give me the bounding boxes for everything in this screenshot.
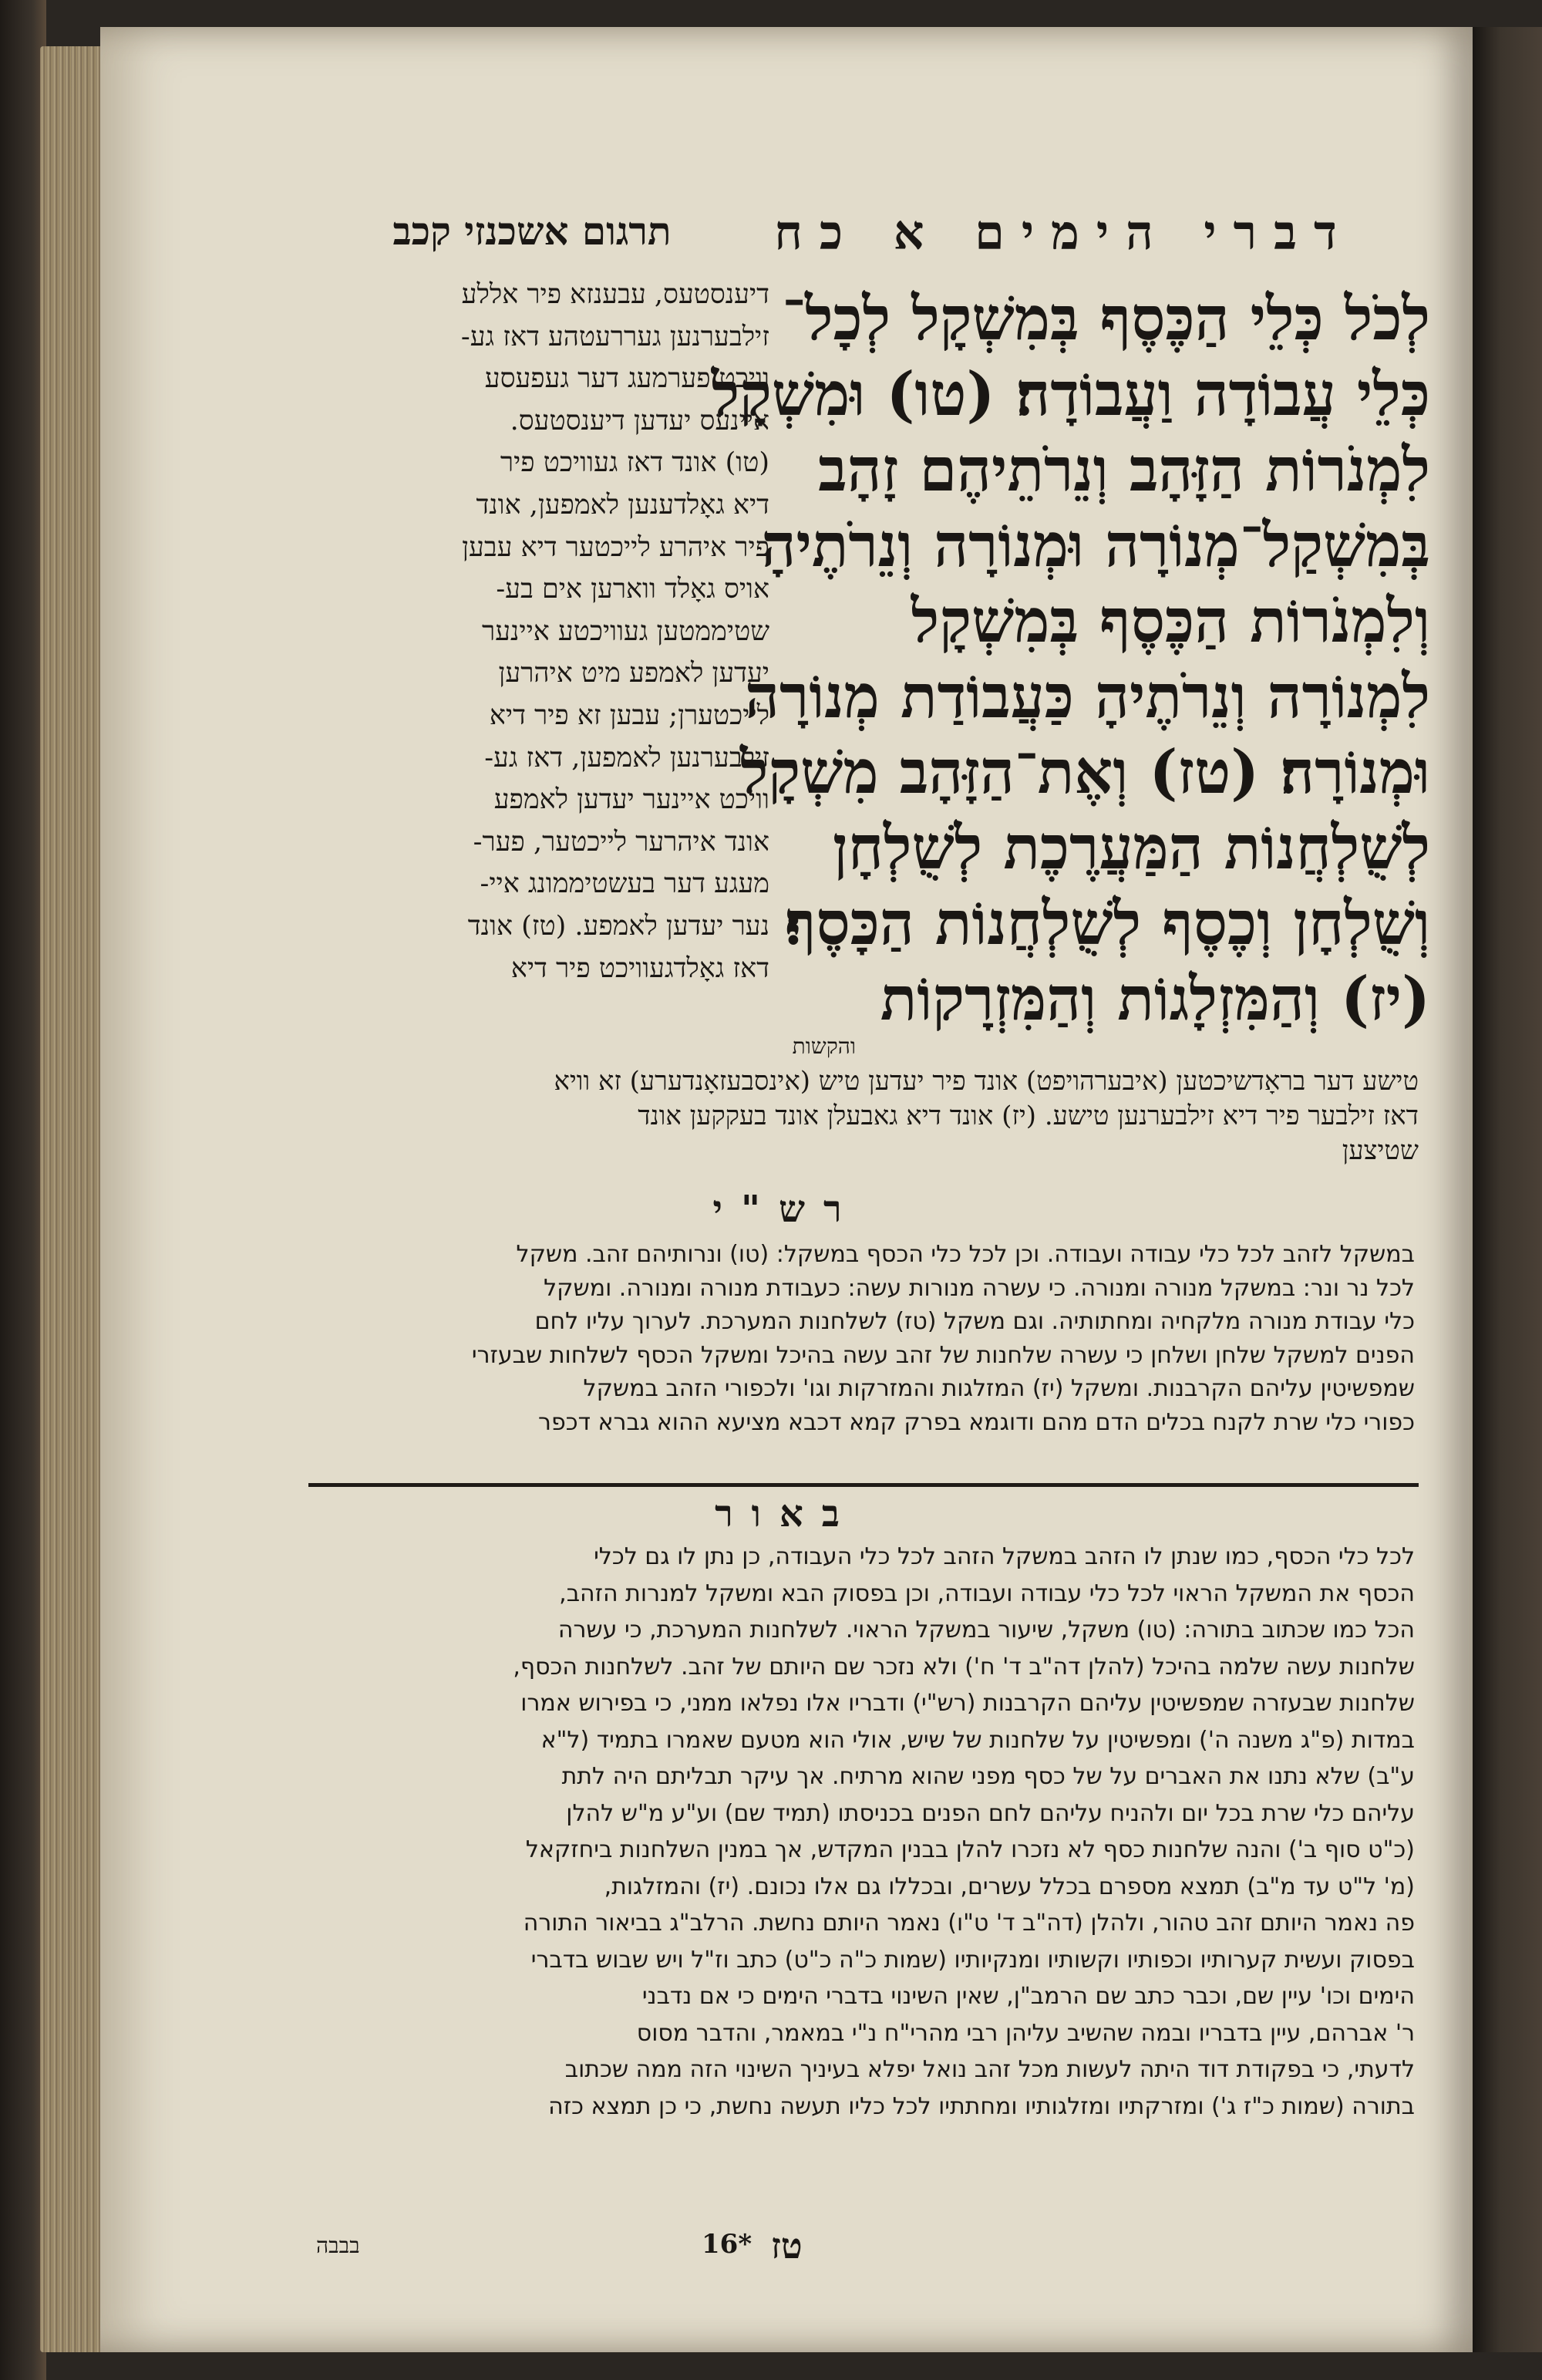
- yiddish-line: יעדען לאמפע מיט איהרען: [498, 658, 769, 689]
- yiddish-line: פיר איהרע לייכטער דיא עבען: [462, 531, 769, 563]
- page-number: 16*: [702, 2229, 752, 2260]
- biur-line: הימים וכו' עיין שם, וכבר כתב שם הרמב"ן, שאין השינוי בדברי הימים כי אם נדבני: [641, 1983, 1415, 2010]
- hebrew-line: וְשֻׁלְחָן וְכֶסֶף לְשֻׁלְחֲנוֹת הַכָּסֶף׃: [784, 888, 1430, 959]
- biur-line: הכסף את המשקל הראוי לכל כלי עבודה ועבודה, וכן בפסוק הבא ומשקל למנרות הזהב,: [559, 1579, 1415, 1607]
- biur-line: ר' אברהם, עיין בדבריו ובמה שהשיב עליהן רבי מהרי"ח נ"י במאמר, והדבר מסוס: [636, 2019, 1415, 2047]
- hebrew-line: לִמְנֹרוֹת הַזָּהָב וְנֵרֹתֵיהֶם זָהָב: [818, 435, 1430, 505]
- rashi-line: כלי עבודת מנורה מלקחיה ומחתותיה. וגם משקל (טז) לשלחנות המערכת. לערוך עליו לחם: [534, 1308, 1415, 1335]
- rashi-line: לכל נר ונר: במשקל מנורה ומנורה. כי עשרה מנורות עשה: כעבודת מנורה ומנורה. ומשקל: [544, 1274, 1415, 1302]
- yiddish-line: אונד איהרער לייכטער, פער-: [473, 826, 769, 858]
- running-head-left: תרגום אשכנזי קכב: [392, 208, 672, 254]
- biur-line: (מ' ל"ט עד מ"ב) תמצא מספרם בכלל עשרים, ובכללו גם אלו נכונם. (יז) והמזלגות,: [604, 1873, 1415, 1900]
- yiddish-line: לייכטערן; עבען זא פיר דיא: [489, 700, 769, 731]
- yiddish-line: זילבערנען לאמפען, דאז גע-: [484, 742, 769, 774]
- translation-continuation: [301, 1064, 1419, 1203]
- book-spine: [0, 0, 46, 2380]
- continuation-line: טישע דער בראָדשיכטען (איבערהויפט) אונד פיר יעדען טיש (אינסבעזאָנדערע) זא וויא: [554, 1066, 1419, 1097]
- section-divider: [308, 1483, 1419, 1487]
- yiddish-line: דיענסטעס, עבענזא פיר אללע: [461, 279, 769, 310]
- hebrew-line: (יז) וְהַמִּזְלָגוֹת וְהַמִּזְרָקוֹת: [880, 964, 1430, 1034]
- biur-line: עליהם כלי שרת בכל יום ולהניח עליהם לחם הפנים בכניסתו (תמיד שם) וע"ע מ"ש להלן: [566, 1799, 1415, 1827]
- page-edges: [40, 46, 109, 2352]
- page-footer: [316, 2225, 1411, 2279]
- biur-line: שלחנות שבעזרה שמפשיטין עליהם הקרבנות (רש"י) ודבריו אלו נפלאו ממני, כי בפירוש אמרו: [520, 1690, 1415, 1717]
- rashi-heading: רש"י: [712, 1188, 860, 1231]
- biur-line: בפסוק ועשית קערותיו וכפותיו וקשותיו ומנקיותיו (שמות כ"ה כ"ט) כתב וז"ל ויש שבוש בדברי: [530, 1946, 1415, 1974]
- yiddish-line: דיא גאָלדענען לאמפען, אונד: [476, 489, 769, 521]
- rashi-line: שמפשיטין עליהם הקרבנות. ומשקל (יז) המזלגות והמזרקות וגו' ולכפורי הזהב במשקל: [583, 1375, 1415, 1402]
- yiddish-line: וויכט פערמעג דער געפעסע: [484, 363, 769, 395]
- hebrew-page-numeral: טז: [771, 2225, 803, 2267]
- yiddish-line: נער יעדען לאמפע. (טז) אונד: [467, 910, 769, 942]
- hebrew-line: לְכֹל כְּלֵי הַכֶּסֶף בְּמִשְׁקָל לְכָל־: [782, 284, 1430, 354]
- running-head-right: דברי הימים א כח: [774, 204, 1354, 261]
- yiddish-line: אויס גאָלד ווארען אים בע-: [496, 574, 769, 605]
- hebrew-line: לְשֻׁלְחֲנוֹת הַמַּעֲרֶכֶת לְשֻׁלְחָן: [832, 813, 1430, 883]
- rashi-line: במשקל לזהב לכל כלי עבודה ועבודה. וכן לכל כלי הכסף במשקל: (טו) ונרותיהם זהב. משקל: [516, 1241, 1415, 1268]
- rashi-line: הפנים למשקל שלחן ושלחן כי עשרה שלחנות של זהב עשה בהיכל ומשקל הכסף לשלחות שבעזרי: [471, 1341, 1415, 1369]
- biur-line: במדות (פ"ג משנה ה') ומפשיטין על שלחנות של שיש, אולי הוא מטעם שאמרו בתמיד (ל"א: [540, 1726, 1415, 1754]
- book-page: [100, 27, 1473, 2352]
- hebrew-line: לִמְנוֹרָה וְנֵרֹתֶיהָ כַּעֲבוֹדַת מְנוֹרָה: [745, 662, 1430, 732]
- yiddish-translation-column: [299, 274, 769, 1045]
- continuation-line: דאז זילבער פיר דיא זילבערנען טישע. (יז) אונד דיא גאבעלן אונד בעקקען אונד: [638, 1101, 1419, 1131]
- yiddish-line: (טו) אונד דאז געוויכט פיר: [500, 447, 769, 479]
- biur-line: שלחנות עשה שלמה בהיכל (להלן דה"ב ד' ח') ולא נזכר שם היותם של זהב. לשלחנות הכסף,: [513, 1653, 1415, 1680]
- continuation-line: שטיצען: [1342, 1135, 1419, 1166]
- catchword: והקשות: [792, 1033, 856, 1059]
- yiddish-line: זילבערנען געררעטהע דאז גע-: [460, 321, 769, 352]
- yiddish-line: איינעס יעדען דיענסטעס.: [510, 405, 769, 437]
- hebrew-line: בְּמִשְׁקַל־מְנוֹרָה וּמְנוֹרָה וְנֵרֹתֶיהָ: [761, 511, 1430, 581]
- biur-line: לדעתי, כי בפקודת דוד היתה לעשות מכל זהב נואל יפלא בעיניך השינוי הזה ממה שכתוב: [564, 2056, 1415, 2083]
- yiddish-line: שטיממטען געוויכטע איינער: [482, 615, 769, 647]
- biur-commentary: [289, 1539, 1415, 2217]
- yiddish-line: וויכט איינער יעדען לאמפע: [493, 784, 769, 816]
- biur-heading: באור: [715, 1492, 858, 1536]
- biur-line: ע"ב) שלא נתנו את האברים על של כסף מפני שהוא מרתיח. אך עיקר תבליתם היה לתת: [561, 1763, 1415, 1790]
- biur-line: (כ"ט סוף ב') והנה שלחנות כסף לא נזכרו להלן בבנין המקדש, אך במנין השלחנות ביחזקאל: [525, 1836, 1415, 1863]
- biur-line: לכל כלי הכסף, כמו שנתן לו הזהב במשקל הזהב לכל כלי העבודה, כן נתן לו גם לכלי: [594, 1543, 1415, 1570]
- signature-mark: בבבה: [316, 2233, 360, 2258]
- biur-line: הכל כמו שכתוב בתורה: (טו) משקל, שיעור במשקל הראוי. לשלחנות המערכת, כי עשרה: [557, 1616, 1415, 1643]
- hebrew-line: כְּלֵי עֲבוֹדָה וַעֲבוֹדָה׃ (טו) וּמִשְׁקָל: [711, 359, 1430, 430]
- hebrew-line: וְלִמְנֹרוֹת הַכֶּסֶף בְּמִשְׁקָל: [911, 586, 1430, 656]
- yiddish-line: מעגע דער בעשטיממונג איי-: [480, 868, 769, 900]
- biur-line: פה נאמר היותם זהב טהור, ולהלן (דה"ב ד' ט"ו) נאמר היותם נחשת. הרלב"ג בביאור התורה: [523, 1910, 1415, 1937]
- biur-line: בתורה (שמות כ"ז ג') ומזרקתיו ומזלגותיו ומחתתיו לכל כליו תעשה נחשת, כי כן תמצא כזה: [548, 2092, 1415, 2120]
- hebrew-line: וּמְנוֹרָה׃ (טז) וְאֶת־הַזָּהָב מִשְׁקָל: [739, 737, 1430, 807]
- facing-page-edge: [1473, 27, 1542, 2352]
- yiddish-line: דאז גאָלדגעוויכט פיר דיא: [510, 952, 769, 984]
- rashi-commentary: [289, 1238, 1415, 1469]
- hebrew-text-column: [659, 281, 1430, 1037]
- rashi-line: כפורי כלי שרת לקנח בכלים הדם מהם ודוגמא בפרק קמא דכבא מציעא ההוא גברא דכפר: [538, 1408, 1415, 1436]
